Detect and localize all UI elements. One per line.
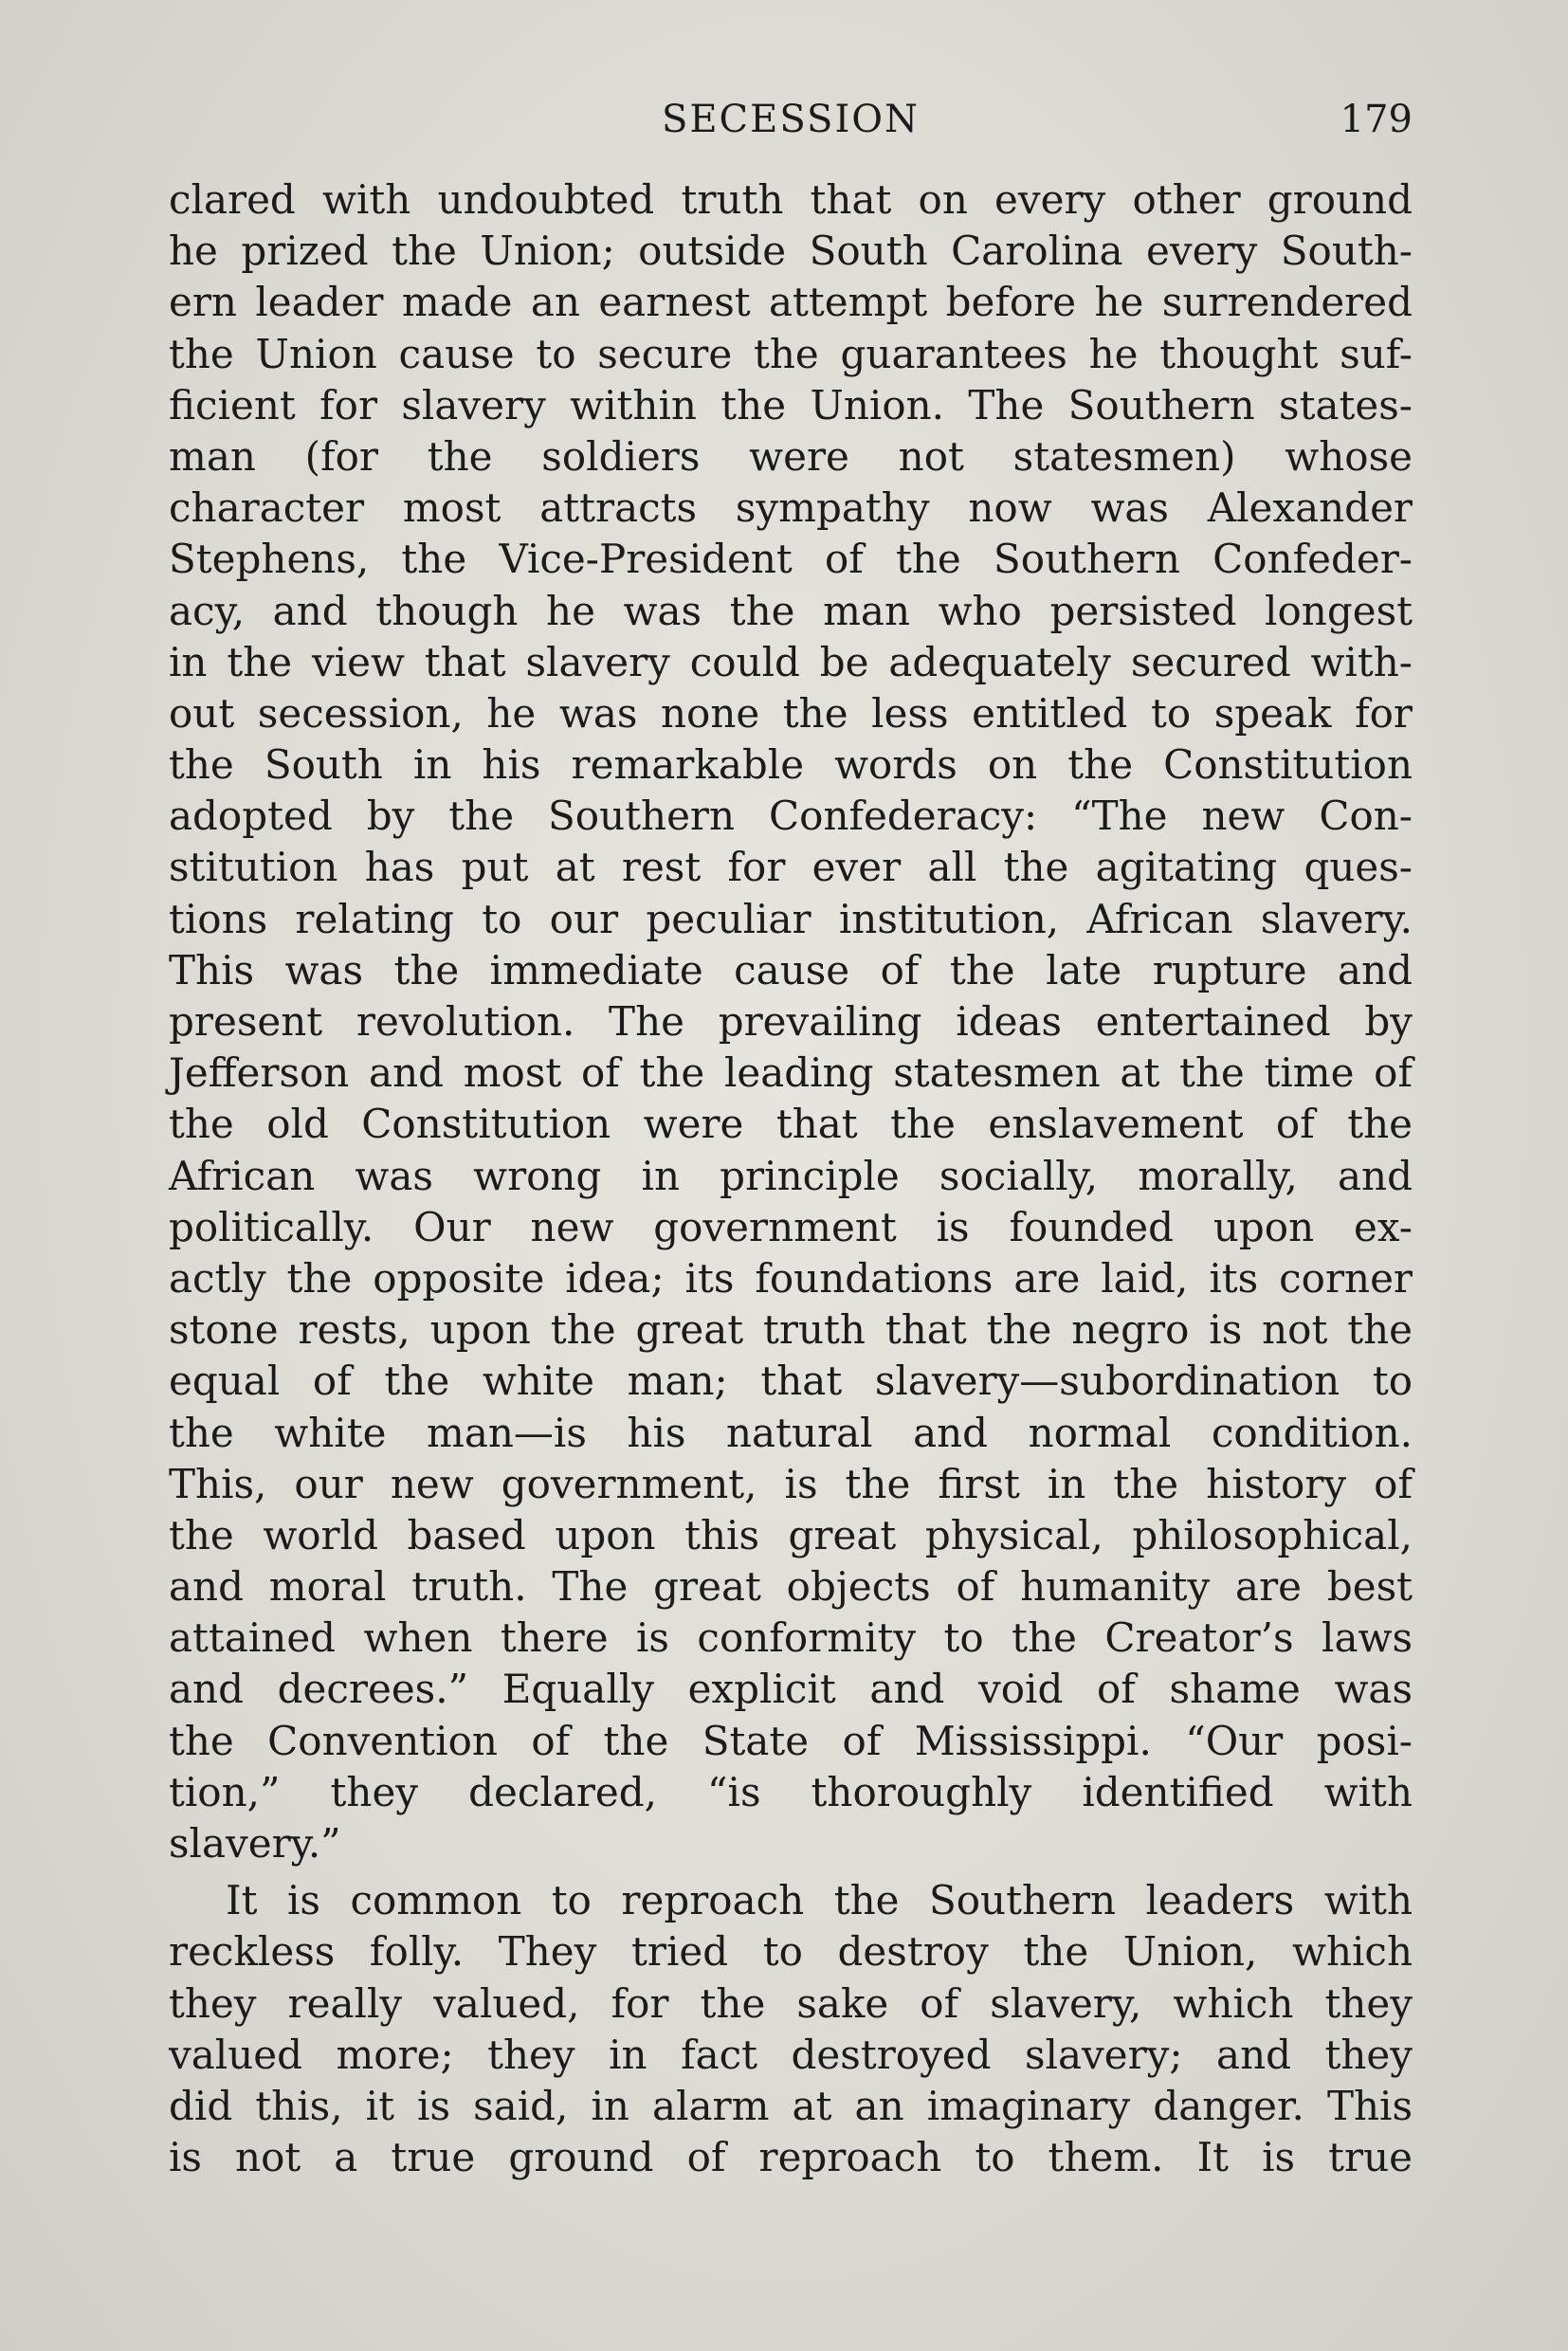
text-line: character most attracts sympathy now was Alexander bbox=[169, 484, 1413, 532]
text-line: attained when there is conformity to the Creator’s laws bbox=[169, 1614, 1413, 1662]
text-line: slavery.” bbox=[169, 1820, 341, 1867]
text-line: Stephens, the Vice-President of the Southern Confeder- bbox=[169, 536, 1413, 583]
text-line: This was the immediate cause of the late rupture and bbox=[169, 946, 1413, 993]
text-line: Jefferson and most of the leading statesmen at the time of bbox=[169, 1049, 1413, 1097]
text-line: the old Constitution were that the enslavement of the bbox=[169, 1101, 1413, 1148]
body-text bbox=[169, 174, 1413, 2183]
text-line: in the view that slavery could be adequately secured with- bbox=[169, 638, 1413, 685]
text-line: stone rests, upon the great truth that the negro is not the bbox=[169, 1306, 1413, 1354]
running-title: SECESSION bbox=[661, 98, 921, 141]
text-line: clared with undoubted truth that on every other ground bbox=[169, 176, 1413, 223]
text-line: It is common to reproach the Southern leaders with bbox=[226, 1877, 1413, 1924]
text-line: he prized the Union; outside South Carolina every South- bbox=[169, 228, 1413, 275]
text-line: acy, and though he was the man who persisted longest bbox=[169, 587, 1413, 634]
text-line: the South in his remarkable words on the Constitution bbox=[169, 741, 1413, 789]
text-line: and moral truth. The great objects of humanity are best bbox=[169, 1563, 1413, 1611]
text-line: adopted by the Southern Confederacy: “The new Con- bbox=[169, 793, 1413, 840]
text-line: did this, it is said, in alarm at an imaginary danger. This bbox=[169, 2082, 1413, 2129]
text-line: equal of the white man; that slavery—subordination to bbox=[169, 1358, 1413, 1405]
text-line: politically. Our new government is founded upon ex- bbox=[169, 1203, 1413, 1250]
text-line: the white man—is his natural and normal condition. bbox=[169, 1409, 1413, 1456]
page-number: 179 bbox=[1340, 98, 1413, 141]
text-line: the world based upon this great physical, philosophical, bbox=[169, 1511, 1413, 1558]
text-line: the Union cause to secure the guarantees he thought suf- bbox=[169, 330, 1413, 377]
text-line: the Convention of the State of Mississippi. “Our posi- bbox=[169, 1717, 1413, 1764]
text-line: valued more; they in fact destroyed slavery; and they bbox=[169, 2031, 1413, 2078]
paragraph-2 bbox=[169, 1875, 1413, 2183]
text-line: they really valued, for the sake of slavery, which they bbox=[169, 1979, 1413, 2027]
text-line: man (for the soldiers were not statesmen) whose bbox=[169, 432, 1413, 480]
text-line: ern leader made an earnest attempt before he surrendered bbox=[169, 279, 1413, 326]
text-line: out secession, he was none the less entitled to speak for bbox=[169, 689, 1413, 737]
text-line: This, our new government, is the first in the history of bbox=[169, 1460, 1413, 1507]
text-line: is not a true ground of reproach to them. It is true bbox=[169, 2134, 1413, 2181]
running-head bbox=[169, 91, 1413, 148]
text-line: reckless folly. They tried to destroy the Union, which bbox=[169, 1928, 1413, 1976]
text-line: and decrees.” Equally explicit and void of shame was bbox=[169, 1666, 1413, 1713]
text-line: actly the opposite idea; its foundations are laid, its corner bbox=[169, 1254, 1413, 1302]
paragraph-1 bbox=[169, 174, 1413, 1869]
text-line: African was wrong in principle socially, morally, and bbox=[169, 1152, 1413, 1199]
text-line: ficient for slavery within the Union. The Southern states- bbox=[169, 381, 1413, 428]
text-line: tions relating to our peculiar institution, African slavery. bbox=[169, 895, 1413, 942]
text-line: present revolution. The prevailing ideas entertained by bbox=[169, 998, 1413, 1045]
text-line: stitution has put at rest for ever all the agitating ques- bbox=[169, 844, 1413, 891]
text-line: tion,” they declared, “is thoroughly identified with bbox=[169, 1768, 1413, 1815]
